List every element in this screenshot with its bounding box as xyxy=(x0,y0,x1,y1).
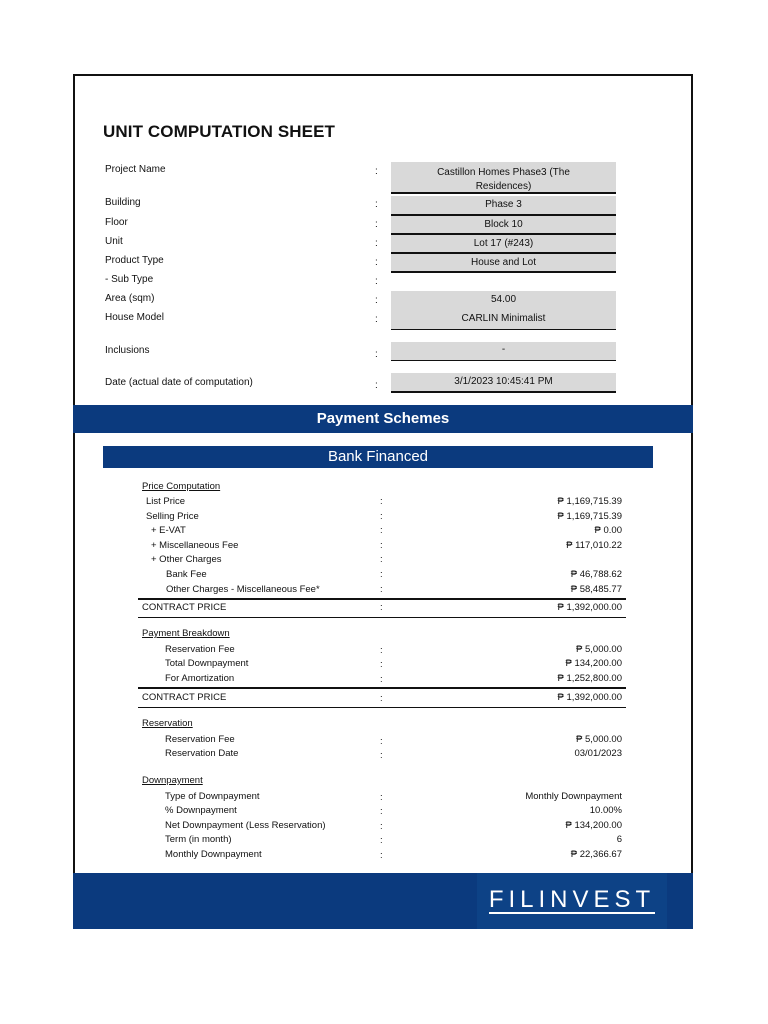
row-bank-fee: Bank Fee : ₱ 46,788.62 xyxy=(166,569,622,580)
info-value-building: Phase 3 xyxy=(391,196,616,216)
row-term: Term (in month) : 6 xyxy=(165,834,622,846)
row-net-downpayment: Net Downpayment (Less Reservation) : ₱ 134,200.00 xyxy=(165,820,622,832)
info-value-area: 54.00 xyxy=(391,291,616,310)
logo-text: FILINVEST xyxy=(488,886,656,913)
payment-breakdown-header: Payment Breakdown xyxy=(142,628,230,639)
info-value-floor: Block 10 xyxy=(391,216,616,235)
info-value-sub-type xyxy=(391,273,616,277)
row-breakdown-contract-price: CONTRACT PRICE : ₱ 1,392,000.00 xyxy=(142,692,622,704)
info-value-unit: Lot 17 (#243) xyxy=(391,235,616,254)
row-reservation-fee: Reservation Fee : ₱ 5,000.00 xyxy=(165,734,622,747)
row-evat: + E-VAT : ₱ 0.00 xyxy=(151,525,622,536)
reservation-header: Reservation xyxy=(142,718,193,729)
row-list-price: List Price : ₱ 1,169,715.39 xyxy=(146,496,622,507)
info-value-project-name: Castillon Homes Phase3 (The Residences) xyxy=(391,162,616,194)
row-contract-price: CONTRACT PRICE : ₱ 1,392,000.00 xyxy=(142,602,622,613)
row-misc-fee: + Miscellaneous Fee : ₱ 117,010.22 xyxy=(151,540,622,551)
price-computation-header: Price Computation xyxy=(142,481,221,492)
row-monthly-downpayment: Monthly Downpayment : ₱ 22,366.67 xyxy=(165,849,622,861)
filinvest-logo xyxy=(477,873,667,929)
row-other-charges: + Other Charges : xyxy=(151,554,383,565)
downpayment-header: Downpayment xyxy=(142,775,203,786)
row-downpayment-type: Type of Downpayment : Monthly Downpayment xyxy=(165,791,622,803)
payment-schemes-bar: Payment Schemes xyxy=(73,405,693,433)
row-reservation-date: Reservation Date : 03/01/2023 xyxy=(165,748,622,761)
info-value-inclusions: - xyxy=(391,342,616,361)
row-total-downpayment: Total Downpayment : ₱ 134,200.00 xyxy=(165,658,622,670)
row-other-misc: Other Charges - Miscellaneous Fee* : ₱ 58,485.77 xyxy=(166,584,622,595)
info-value-date: 3/1/2023 10:45:41 PM xyxy=(391,373,616,393)
divider xyxy=(138,707,626,708)
page-title: UNIT COMPUTATION SHEET xyxy=(103,122,336,141)
divider xyxy=(138,687,626,689)
bank-financed-bar: Bank Financed xyxy=(103,446,653,468)
divider xyxy=(138,598,626,600)
row-selling-price: Selling Price : ₱ 1,169,715.39 xyxy=(146,511,622,522)
info-label: Project Name xyxy=(105,164,166,175)
footer-bar xyxy=(73,873,693,929)
divider xyxy=(138,617,626,618)
row-breakdown-reservation-fee: Reservation Fee : ₱ 5,000.00 xyxy=(165,644,622,656)
row-downpayment-percent: % Downpayment : 10.00% xyxy=(165,805,622,817)
info-value-product-type: House and Lot xyxy=(391,254,616,273)
info-value-house-model: CARLIN Minimalist xyxy=(391,310,616,330)
row-for-amortization: For Amortization : ₱ 1,252,800.00 xyxy=(165,673,622,685)
